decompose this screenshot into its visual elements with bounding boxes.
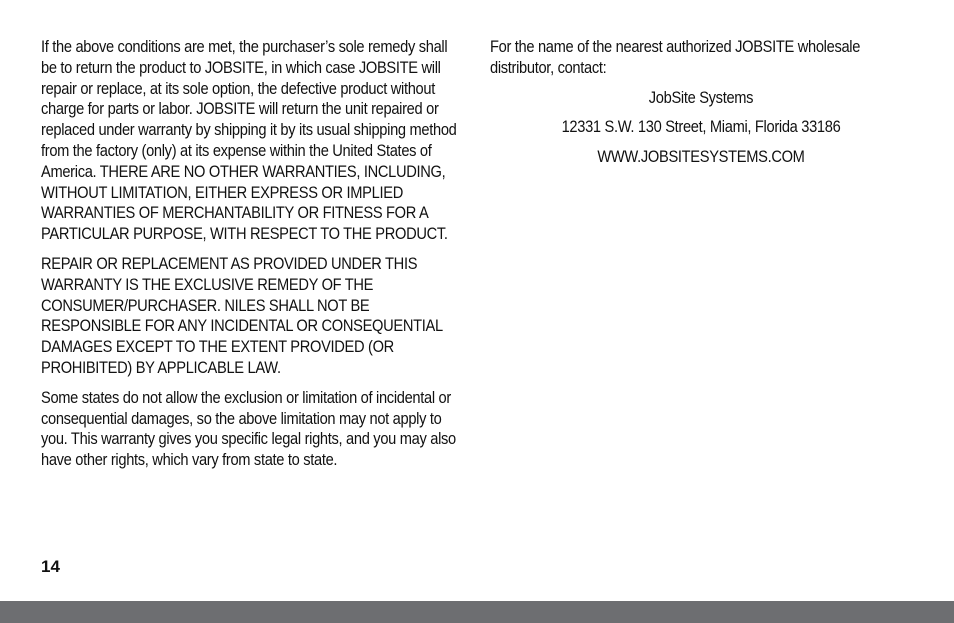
contact-company: JobSite Systems (648, 88, 754, 107)
warranty-remedy-paragraph: If the above conditions are met, the purchaser’s sole remedy shall be to return the product to JOBSITE, in which case JOBSITE will repair or replace, at its sole option, the defective product without charge for parts or labor. JOBSITE will return the unit repaired or replaced under warranty by shipping it by its usual shipping method from the factory (only) at its expense within the United States of America. THERE ARE NO OTHER WARRANTIES, INCLUDING, WITHOUT LIMITATION, EITHER EXPRESS OR IMPLIED WARRANTIES OF MERCHANTABILITY OR FITNESS FOR A PARTICULAR PURPOSE, WITH RESPECT TO THE PRODUCT. (41, 38, 457, 244)
page-number: 14 (41, 557, 60, 576)
left-column (41, 37, 466, 480)
exclusive-remedy-paragraph: REPAIR OR REPLACEMENT AS PROVIDED UNDER THIS WARRANTY IS THE EXCLUSIVE REMEDY OF THE CONSUMER/PURCHASER. NILES SHALL NOT BE RESPONSIBLE FOR ANY INCIDENTAL OR CONSEQUENTIAL DAMAGES EXCEPT TO THE EXTENT PROVIDED (OR PROHIBITED) BY APPLICABLE LAW. (41, 254, 443, 377)
contact-website: WWW.JOBSITESYSTEMS.COM (597, 148, 805, 167)
state-rights-paragraph: Some states do not allow the exclusion or limitation of incidental or consequential damages, so the above limitation may not apply to you. This warranty gives you specific legal rights, and you may also have other rights, which vary from state to state. (41, 388, 456, 470)
right-column (490, 37, 912, 177)
contact-address: 12331 S.W. 130 Street, Miami, Florida 33186 (561, 118, 841, 137)
distributor-intro: For the name of the nearest authorized JOBSITE wholesale distributor, contact: (490, 38, 861, 77)
footer-bar (0, 601, 954, 623)
